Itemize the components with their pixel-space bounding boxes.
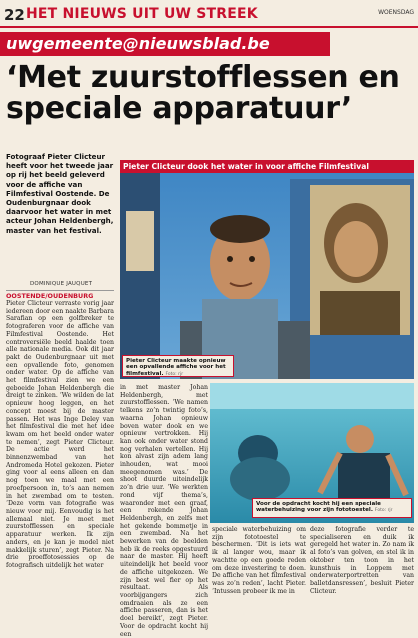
portrait-photo-illustration <box>120 171 414 379</box>
page-number: 22 <box>4 6 25 24</box>
weekday: WOENSDAG <box>378 9 414 16</box>
photo-portrait <box>120 171 414 379</box>
headline: ‘Met zuurstofflessen en speciale apparatuur’ <box>6 60 400 126</box>
photo-banner-text: Pieter Clicteur dook het water in voor affiche Filmfestival <box>123 162 369 171</box>
caption-text: Voor de opdracht kocht hij een speciale waterbehuizing voor zijn fototoestel. <box>256 501 381 514</box>
page-header <box>0 0 418 30</box>
photo-caption-bottom <box>252 498 412 518</box>
photo-credit: Foto: rjr <box>374 508 393 514</box>
intro-paragraph: Fotograaf Pieter Clicteur heeft voor het tweede jaar op rij het beeld geleverd voor de affiche van Filmfestival Oostende. De Oudenburgnaar dook daarvoor het water in met acteur Johan Heldenbergh, master van het festival. <box>6 152 114 235</box>
body-column-2: in met master Johan Heldenbergh, met zuurstofflessen. ‘We namen telkens zo’n twintig foto’s, waarna Johan opnieuw boven water dook en we opnieuw vertrokken. Hij kan ook onder water stond nog verhalen vertellen. Hij kon alvast zijn adem lang inhouden, wat mooi meegenomen was.’ De shoot duurde uiteindelijk zo’n drie uur. ‘We werkten rond vijf thema’s, waaronder met een graaf, een rokende Johan Heldenbergh, en zelfs met het gekende bommetje in een zwembad. Na het bewerken van de beelden heb ik de reeks opgestuurd naar de master. Hij heeft uiteindelijk het beeld voor de affiche uitgekozen. We zijn best wel fier op het resultaat. Als voorbijgangers zich omdraaien als ze een affiche passeren, dan is het doel bereikt’, zegt Pieter. Voor de opdracht kocht hij een <box>120 384 208 638</box>
dateline: OOSTENDE/OUDENBURG <box>6 292 94 300</box>
byline-rule <box>6 290 114 291</box>
section-title: HET NIEUWS UIT UW STREEK <box>26 6 258 22</box>
body-column-1: Pieter Clicteur verraste vorig jaar iedereen door een naakte Barbara Sarafian op een golfbreker te fotograferen voor de affiche van Filmfestival Oostende. Het controversiële beeld haalde toen alle nationale media. Ook dit jaar pakt de Oudenburgnaar uit met een opvallende foto, genomen onder water. Op de affiche van het filmfestival zien we een geboeide Johan Heldenbergh die dreigt te zinken. ‘We wilden de lat opnieuw hoog leggen, en het concept moest bij de master passen. Het was Inge Deley van het filmfestival die met het idee kwam om het beeld onder water te nemen’, zegt Pieter Clicteur. De actie werd het binnenzwembad van het Andromeda Hotel gekozen. Pieter ging voor al eens alleen en dan nog toen we maal met een proefpersoon in, to’s aan nemen in het zwembad om te testen. ‘Deze vorm van fotografie was nieuw voor mij. Eenvoudig is het allemaal niet. Je moet met zuurstofflessen en speciale apparatuur werken. Ik zijn anders, en je kan je model niet makkelijk sturen’, zegt Pieter. Na drie proeffotosessies op de fotografisch uitdelijk het water <box>6 300 114 569</box>
photo-banner <box>120 160 414 173</box>
header-rule <box>0 26 418 28</box>
body-column-3: speciale waterbehuizing om zijn fototoestel te beschermen. ‘Dit is iets wat ik al langer wou, maar ik wachtte op een goede reden om deze investering te doen. De affiche van het filmfestival was zo’n reden’, lacht Pieter. ‘Intussen probeer ik me in <box>212 526 306 595</box>
byline: DOMINIQUE JAUQUET <box>30 281 93 287</box>
email-address[interactable]: uwgemeente@nieuwsblad.be <box>6 34 270 53</box>
body-column-4: deze fotografie verder te specialiseren en duik ik geregeld het water in. Zo nam ik al foto’s van golven, en stel ik in oktober ten toon in het kunsthuis in Loppem met onderwaterportretten van balletdansressen’, besluit Pieter Clicteur. <box>310 526 414 595</box>
photo-caption-top <box>122 355 234 377</box>
caption-text: Pieter Clicteur maakte opnieuw een opvallende affiche voor het filmfestival. <box>126 358 226 377</box>
photo-credit: Foto: rjr <box>165 371 184 377</box>
email-banner <box>0 32 330 56</box>
